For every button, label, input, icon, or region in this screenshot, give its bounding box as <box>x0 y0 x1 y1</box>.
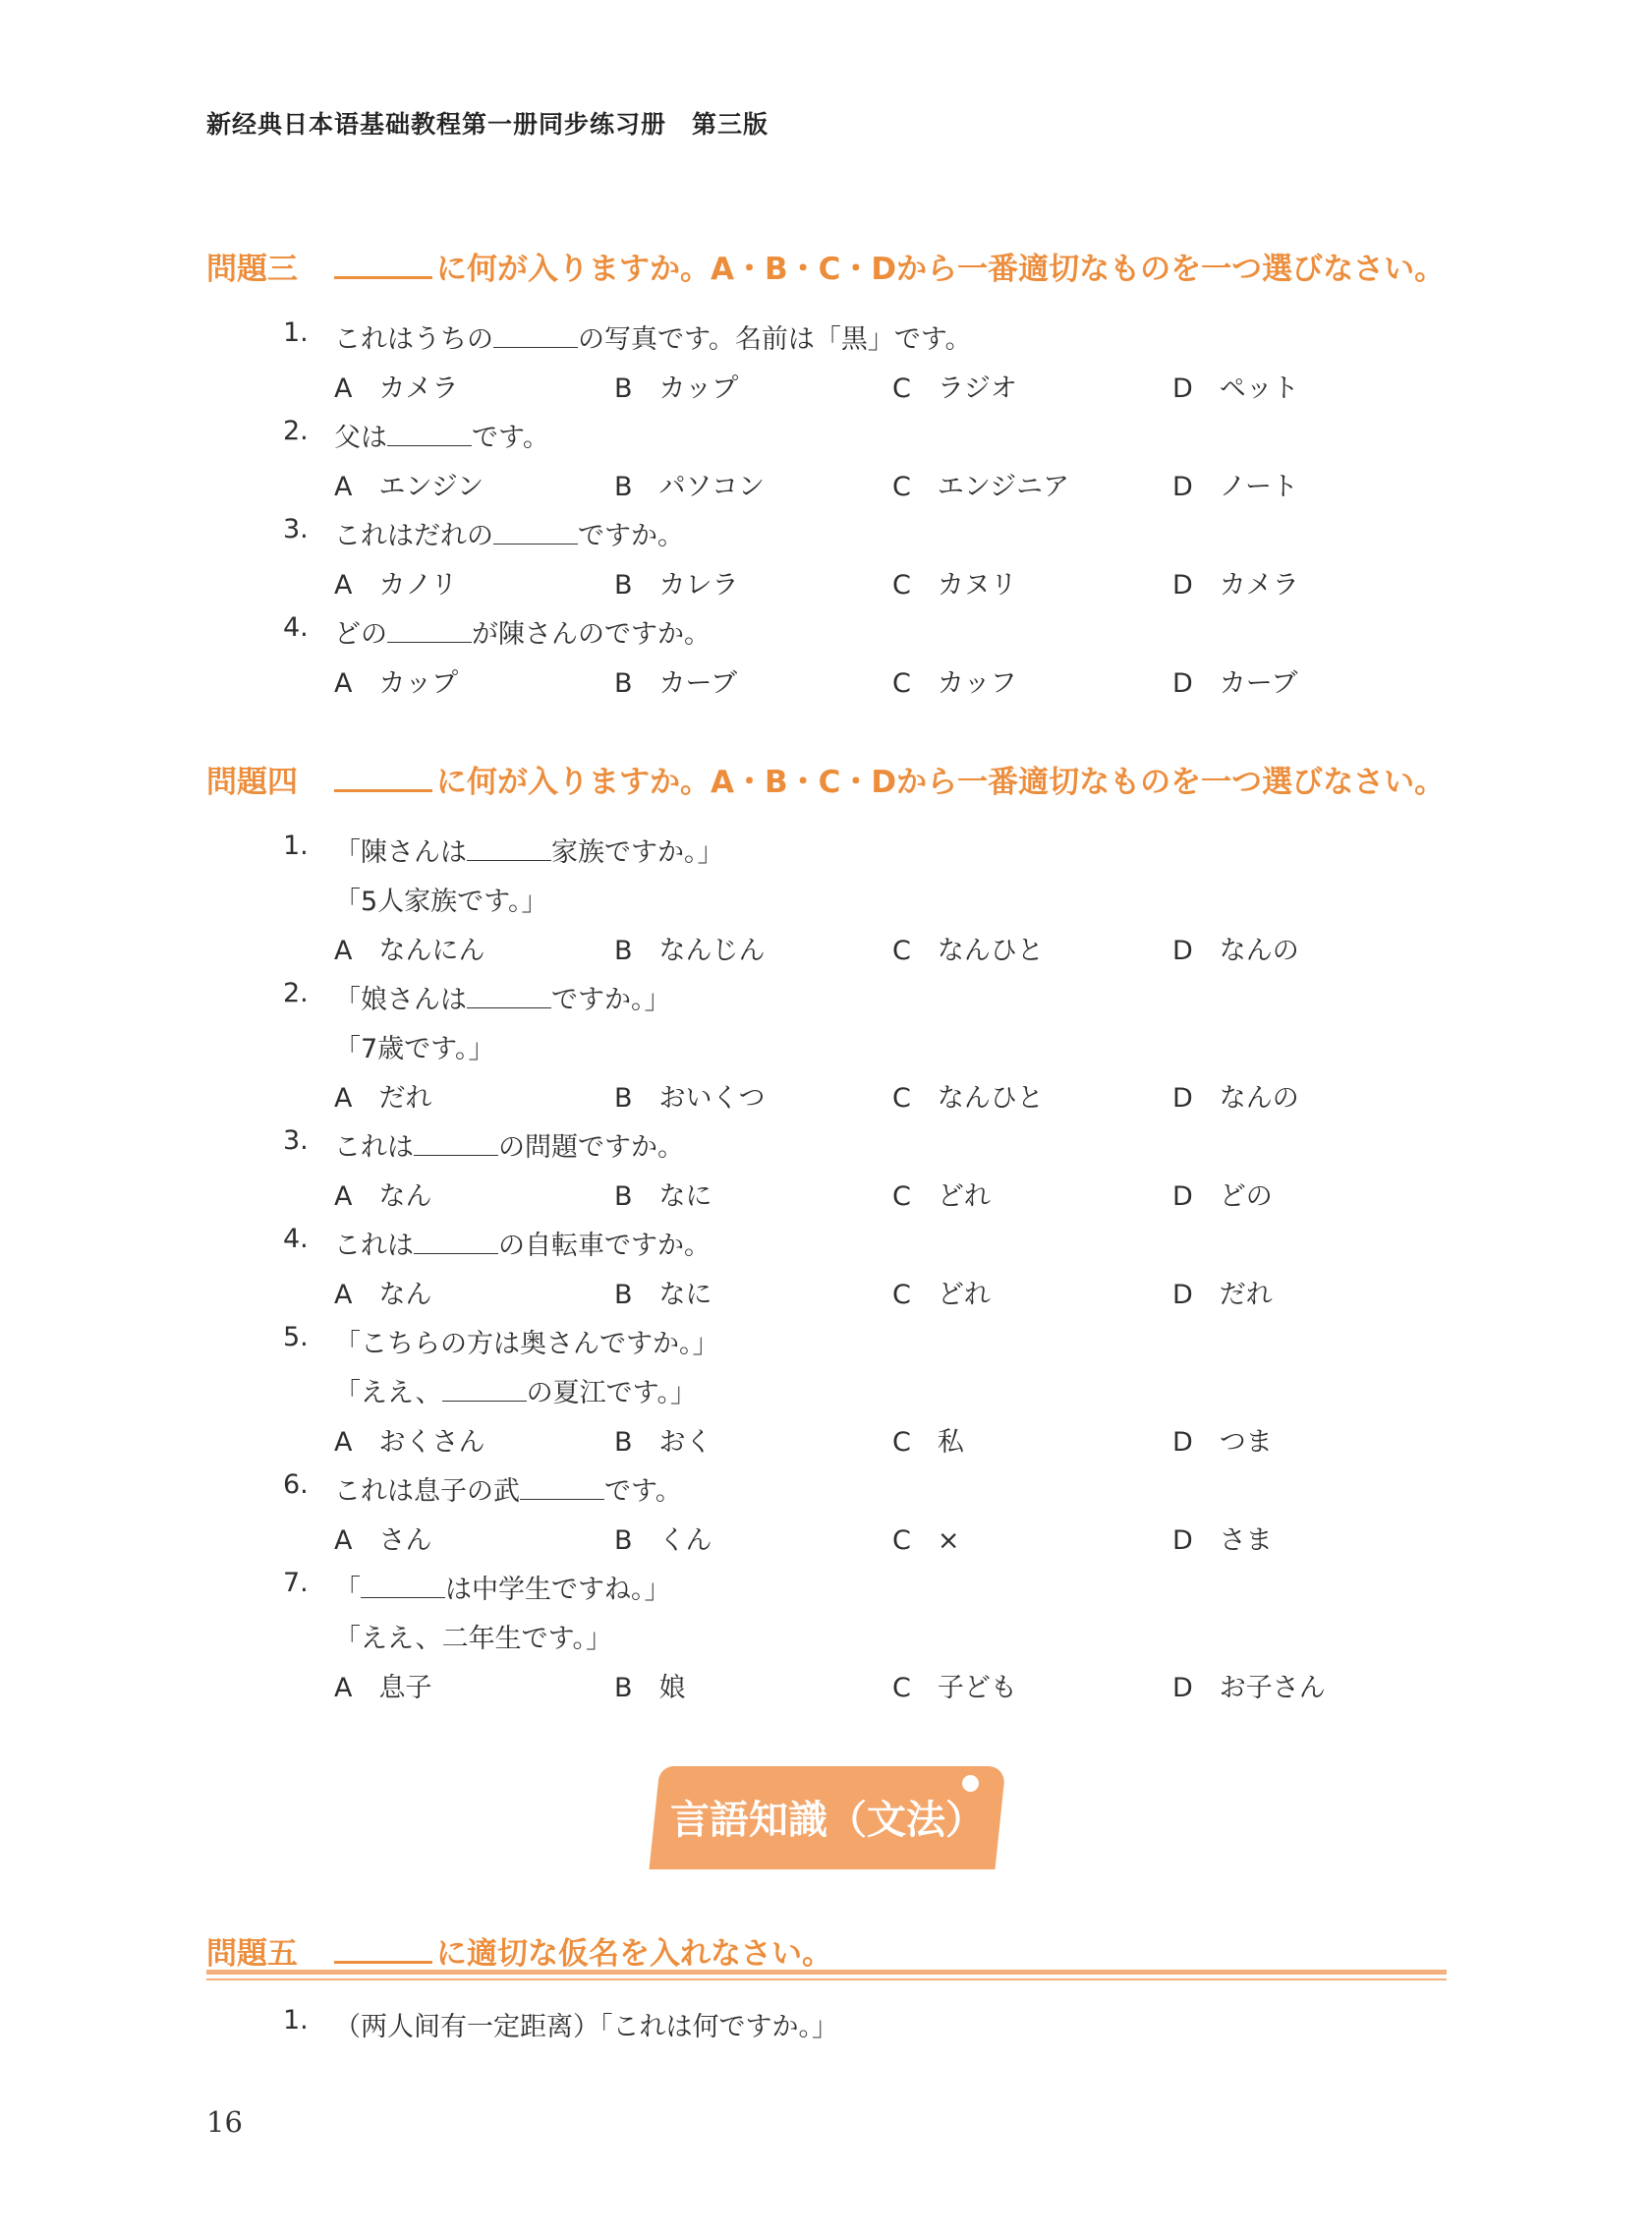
text-post: ですか。」 <box>551 985 671 1015</box>
item-number: 6. <box>283 1469 309 1500</box>
text-post: の夏江です。」 <box>526 1378 697 1408</box>
text-post: です。 <box>472 423 549 453</box>
question5-instruction: に適切な仮名を入れなさい。 <box>436 1936 832 1972</box>
item-text <box>334 978 671 1016</box>
item-text <box>334 514 684 552</box>
item-text <box>334 612 711 651</box>
answer-blank <box>467 988 551 1008</box>
q4-item-1-reply: 「5人家族です。」 <box>334 887 548 917</box>
question5-number: 問題五 <box>206 1936 298 1972</box>
answer-blank <box>361 1577 445 1598</box>
answer-blank <box>520 1479 604 1500</box>
text-post: の自転車ですか。 <box>498 1231 711 1261</box>
option-d[interactable]: D ノート <box>1172 472 1298 502</box>
item-text <box>334 1224 711 1262</box>
item-number: 5. <box>283 1322 309 1352</box>
option-d[interactable]: D だれ <box>1172 1280 1273 1310</box>
text-pre: 「娘さんは <box>334 985 467 1015</box>
item-text: （两人间有一定距离）「これは何ですか。」 <box>334 2012 838 2042</box>
option-c[interactable]: C 私 <box>892 1427 964 1458</box>
section-banner-title: 言語知識（文法） <box>670 1798 985 1843</box>
item-text <box>334 1469 682 1508</box>
q4-item-7-reply: 「ええ、二年生です。」 <box>334 1624 612 1654</box>
option-c[interactable]: C ラジオ <box>892 373 1017 404</box>
option-a[interactable]: A なんにん <box>334 936 485 966</box>
text-pre: これは息子の武 <box>334 1476 520 1507</box>
option-c[interactable]: C × <box>892 1525 960 1556</box>
item-number: 1. <box>283 317 309 348</box>
option-a[interactable]: A おくさん <box>334 1427 485 1458</box>
option-b[interactable]: B カレラ <box>614 570 739 601</box>
option-a[interactable]: A カップ <box>334 668 459 699</box>
option-a[interactable]: A エンジン <box>334 472 484 502</box>
option-d[interactable]: D なんの <box>1172 1083 1299 1114</box>
question4-instruction: に何が入りますか。A・B・C・Dから一番適切なものを一つ選びなさい。 <box>436 765 1446 800</box>
option-c[interactable]: C 子ども <box>892 1673 1017 1703</box>
option-a[interactable]: A さん <box>334 1525 432 1556</box>
option-a[interactable]: A カメラ <box>334 373 459 404</box>
item-text <box>334 831 724 869</box>
option-c[interactable]: C なんひと <box>892 936 1044 966</box>
answer-blank <box>414 1233 498 1254</box>
option-d[interactable]: D なんの <box>1172 936 1299 966</box>
item-number: 7. <box>283 1568 309 1598</box>
page-number: 16 <box>206 2105 243 2139</box>
item-text <box>334 416 549 454</box>
option-d[interactable]: D カーブ <box>1172 668 1298 699</box>
option-b[interactable]: B なんじん <box>614 936 766 966</box>
answer-blank <box>414 1135 498 1156</box>
option-c[interactable]: C カヌリ <box>892 570 1017 601</box>
option-c[interactable]: C どれ <box>892 1181 991 1212</box>
text-post: です。 <box>604 1476 682 1507</box>
option-b[interactable]: B おく <box>614 1427 712 1458</box>
answer-blank <box>387 426 472 446</box>
item-number: 3. <box>283 1125 309 1156</box>
option-c[interactable]: C なんひと <box>892 1083 1044 1114</box>
answer-blank <box>442 1381 527 1402</box>
text-pre: 父は <box>334 423 387 453</box>
title-blank <box>334 1935 432 1964</box>
option-b[interactable]: B カップ <box>614 373 739 404</box>
text-pre: これは <box>334 1231 414 1261</box>
text-post: は中学生ですね。」 <box>445 1575 671 1605</box>
question5-title <box>206 1928 832 1973</box>
question3-title <box>206 244 1445 288</box>
question4-title <box>206 757 1445 801</box>
text-pre: どの <box>334 619 387 650</box>
question3-instruction: に何が入りますか。A・B・C・Dから一番適切なものを一つ選びなさい。 <box>436 252 1446 287</box>
question3-number: 問題三 <box>206 252 298 287</box>
item-text <box>334 317 972 356</box>
option-a[interactable]: A なん <box>334 1181 432 1212</box>
option-b[interactable]: B くん <box>614 1525 712 1556</box>
item-number: 3. <box>283 514 309 545</box>
text-post: の写真です。名前は「黒」です。 <box>578 324 972 355</box>
item-text: 「こちらの方は奥さんですか。」 <box>334 1329 719 1359</box>
option-c[interactable]: C どれ <box>892 1280 991 1310</box>
question4-number: 問題四 <box>206 765 298 800</box>
item-text <box>334 1568 671 1606</box>
option-c[interactable]: C カッフ <box>892 668 1017 699</box>
option-d[interactable]: D どの <box>1172 1181 1273 1212</box>
option-b[interactable]: B なに <box>614 1181 712 1212</box>
item-number: 2. <box>283 416 309 446</box>
divider-thin-line <box>206 1979 1447 1980</box>
option-a[interactable]: A 息子 <box>334 1673 432 1703</box>
answer-blank <box>467 840 551 861</box>
text-post: 家族ですか。」 <box>551 837 724 868</box>
option-b[interactable]: B なに <box>614 1280 712 1310</box>
title-blank <box>334 251 432 279</box>
item-number: 1. <box>283 2005 309 2036</box>
text-pre: これはだれの <box>334 521 493 551</box>
option-b[interactable]: B パソコン <box>614 472 765 502</box>
option-a[interactable]: A だれ <box>334 1083 432 1114</box>
option-a[interactable]: A カノリ <box>334 570 458 601</box>
q4-item-2-reply: 「7歳です。」 <box>334 1034 495 1064</box>
text-pre: 「陳さんは <box>334 837 467 868</box>
option-d[interactable]: D お子さん <box>1172 1673 1326 1703</box>
text-post: が陳さんのですか。 <box>472 619 711 650</box>
text-post: ですか。 <box>578 521 684 551</box>
option-d[interactable]: D ペット <box>1172 373 1299 404</box>
text-post: の問題ですか。 <box>498 1132 684 1163</box>
option-d[interactable]: D カメラ <box>1172 570 1299 601</box>
title-blank <box>334 764 432 792</box>
answer-blank <box>493 524 578 545</box>
item-text <box>334 1125 684 1164</box>
option-b[interactable]: B おいくつ <box>614 1083 766 1114</box>
answer-blank <box>493 327 578 348</box>
item-number: 4. <box>283 1224 309 1254</box>
option-d[interactable]: D さま <box>1172 1525 1273 1556</box>
option-d[interactable]: D つま <box>1172 1427 1273 1458</box>
option-b[interactable]: B カーブ <box>614 668 738 699</box>
option-a[interactable]: A なん <box>334 1280 432 1310</box>
answer-blank <box>387 622 472 643</box>
option-c[interactable]: C エンジニア <box>892 472 1070 502</box>
text-pre: 「ええ、 <box>334 1378 442 1408</box>
option-b[interactable]: B 娘 <box>614 1673 686 1703</box>
item-number: 1. <box>283 831 309 861</box>
text-pre: これは <box>334 1132 414 1163</box>
q4-item-5-reply <box>334 1371 697 1409</box>
item-number: 2. <box>283 978 309 1008</box>
book-header: 新经典日本语基础教程第一册同步练习册 第三版 <box>206 110 769 139</box>
item-number: 4. <box>283 612 309 643</box>
text-pre: 「 <box>334 1575 361 1605</box>
text-pre: これはうちの <box>334 324 493 355</box>
